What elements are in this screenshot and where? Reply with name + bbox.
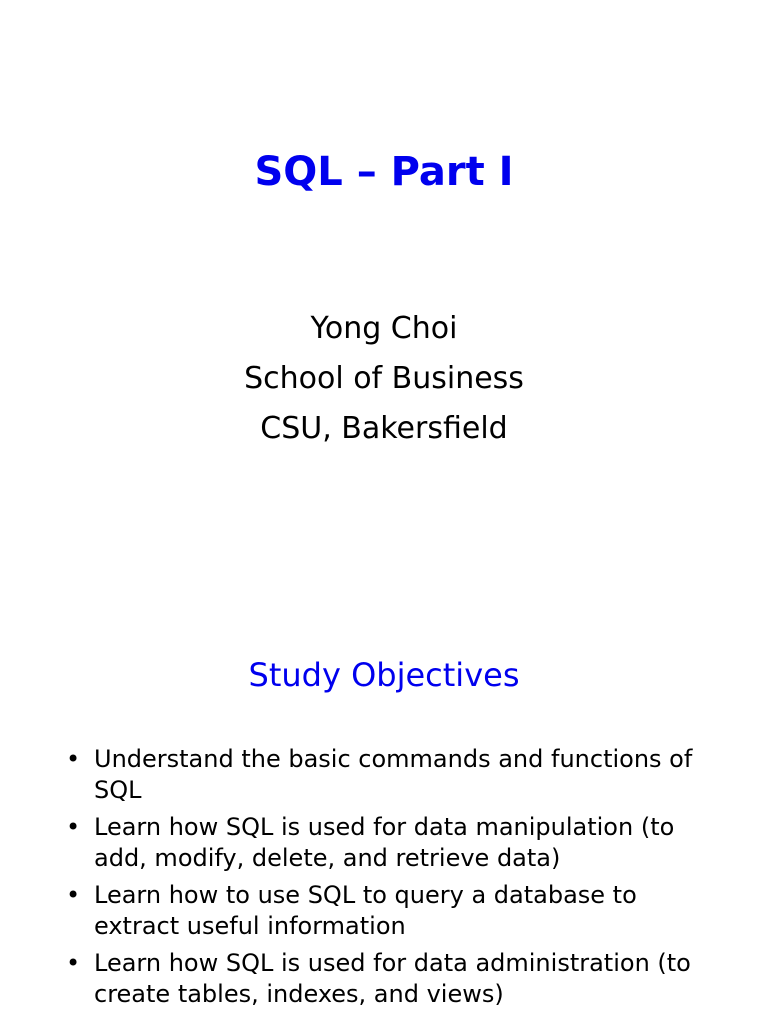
bullet-icon: • — [66, 813, 81, 841]
author-name: Yong Choi — [310, 311, 458, 346]
bullet-icon: • — [66, 881, 81, 909]
list-item-text: Learn how to use SQL to query a database to extract useful information — [94, 881, 637, 940]
list-item — [66, 744, 726, 806]
list-item-text: Learn how SQL is used for data administration (to create tables, indexes, and views) — [94, 949, 691, 1008]
objectives-list — [66, 744, 726, 1016]
author-block — [0, 304, 768, 454]
section-heading: Study Objectives — [248, 656, 520, 694]
list-item-text: Learn how SQL is used for data manipulation (to add, modify, delete, and retrieve data) — [94, 813, 675, 872]
list-item — [66, 880, 726, 942]
slide-title: SQL – Part I — [254, 149, 514, 195]
list-item-text: Understand the basic commands and functions of SQL — [94, 745, 693, 804]
author-university: CSU, Bakersfield — [260, 411, 508, 446]
list-item — [66, 948, 726, 1010]
objectives-slide — [0, 560, 768, 1024]
bullet-icon: • — [66, 949, 81, 977]
list-item — [66, 812, 726, 874]
author-school: School of Business — [244, 361, 524, 396]
bullet-icon: • — [66, 745, 81, 773]
